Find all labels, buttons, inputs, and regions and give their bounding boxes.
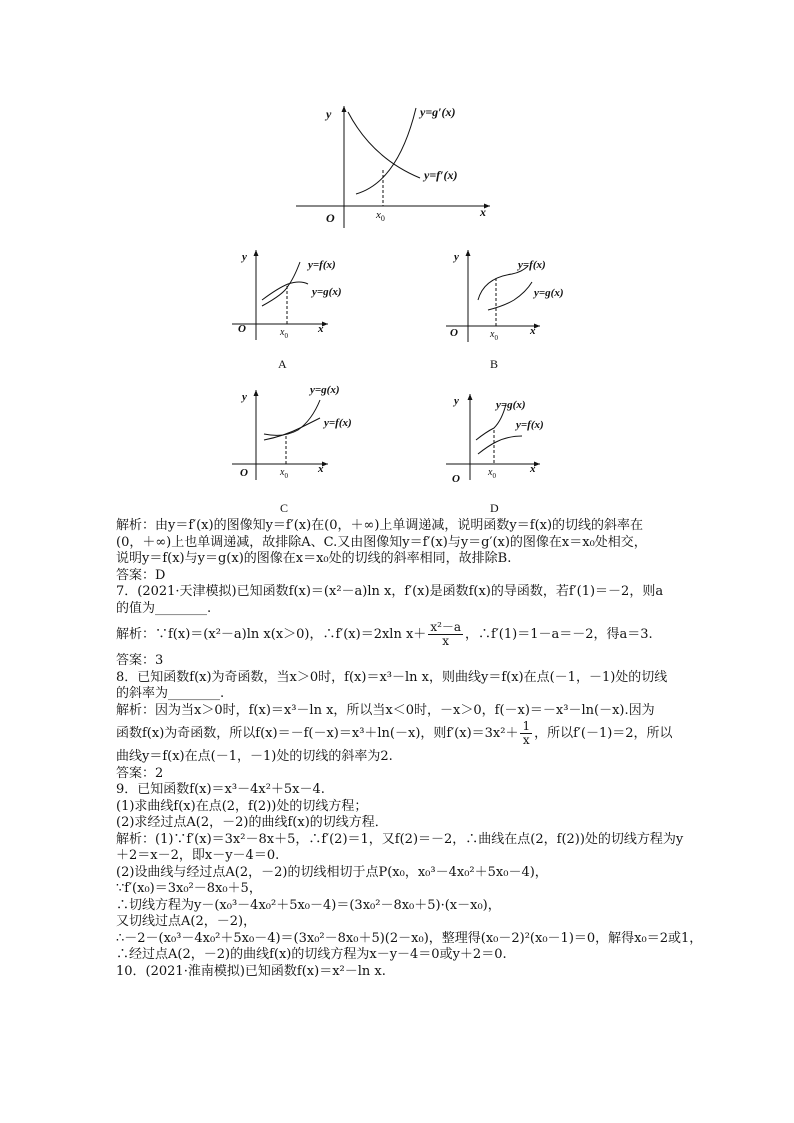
q6-answer: 答案：D [116,567,166,583]
a-y-label: y [242,251,247,263]
b-x0-label: $x_0$ [490,329,498,342]
label-g-prime: y=g′(x) [420,105,456,119]
c-curve-f [264,418,320,440]
option-b-letter: B [490,357,499,371]
curve-f-prime [348,112,420,178]
option-d-letter: D [490,501,499,515]
c-label-g: y=g(x) [310,384,340,396]
b-label-f: y=f(x) [518,259,546,271]
d-curve-f [478,436,522,454]
option-b-graph [442,244,582,372]
q7-question-line-1: 7．(2021·天津模拟)已知函数f(x)＝(x²－a)ln x，f′(x)是函数f(x)的导函数，若f′(1)＝－2，则a [116,584,664,599]
q8-question-line-2: 的斜率为________. [116,686,225,701]
option-a-letter: A [278,357,287,371]
q7-answer: 答案：3 [116,653,164,668]
q7-question-line-2: 的值为________. [116,600,212,616]
q6-solution-line-2: (0，＋∞)上也单调递减，故排除A、C.又由图像知y＝f′(x)与y＝g′(x)的图像在x＝x₀处相交， [116,534,647,550]
c-label-f: y=f(x) [324,417,352,429]
c-y-label: y [242,391,247,403]
q8-solution-line-3: 曲线y＝f(x)在点(－1，－1)处的切线的斜率为2. [116,749,393,764]
q9-solution-line-1: 解析：(1)∵f′(x)＝3x²－8x＋5，∴f′(2)＝1，又f(2)＝－2，∴曲线在点(2，f(2))处的切线方程为y [116,831,684,847]
q10-question: 10．(2021·淮南模拟)已知函数f(x)＝x²－ln x. [116,963,386,979]
q7-solution: 解析：∵f(x)＝(x²－a)ln x(x＞0)，∴f′(x)＝2xln x＋ $\frac{\text{x²－a}}{x}$ ，∴f′(1)＝1－a＝－2，得a＝3. [116,620,653,648]
main-x-label: x [480,205,486,219]
b-y-label: y [454,251,459,263]
q9-solution-line-8: ∴经过点A(2，－2)的曲线f(x)的切线方程为x－y－4＝0或y＋2＝0. [116,947,507,962]
q8-question-line-1: 8．已知函数f(x)为奇函数，当x＞0时，f(x)＝x³－ln x，则曲线y＝f(x)在点(－1，－1)处的切线 [116,669,668,685]
c-x0-label: $x_0$ [280,467,288,480]
d-label-g: y=g(x) [496,399,526,411]
option-c-letter: C [280,501,289,515]
b-label-g: y=g(x) [534,287,564,299]
q7-fraction: $\frac{\text{x²－a}}{x}$ [430,620,462,648]
q8-solution-line-2: 函数f(x)为奇函数，所以f(x)＝－f(－x)＝x³＋ln(－x)，则f′(x)＝3x²＋ $\frac{1}{x}$ ，所以f′(－1)＝2，所以 [116,719,673,747]
q6-solution-line-1: 解析：由y＝f′(x)的图像知y＝f′(x)在(0，＋∞)上单调递减，说明函数y＝f(x)的切线的斜率在 [116,518,644,533]
a-label-g: y=g(x) [312,286,342,298]
a-origin-label: O [238,323,246,335]
solution-text [116,518,703,980]
d-x0-label: $x_0$ [488,467,496,480]
d-origin-label: O [452,473,460,485]
curve-g-prime [356,108,416,194]
c-x-label: x [318,463,324,475]
main-x0-label: $x_0$ [376,209,385,223]
q8-fraction: $\frac{1}{x}$ [522,719,531,747]
q9-solution-line-4: ∵f′(x₀)＝3x₀²－8x₀＋5， [116,881,262,896]
q9-solution-line-2: ＋2＝x－2，即x－y－4＝0. [116,848,280,863]
b-curve-g [488,282,532,310]
q9-part-1: (1)求曲线f(x)在点(2，f(2))处的切线方程； [116,798,368,814]
q9-question: 9．已知函数f(x)＝x³－4x²＋5x－4. [116,782,325,797]
a-curve-f [262,262,300,306]
a-x-label: x [318,323,324,335]
q9-solution-line-3: (2)设曲线与经过点A(2，－2)的切线相切于点P(x₀，x₀³－4x₀²＋5x₀－4)， [116,864,548,880]
b-x-label: x [530,325,536,337]
q9-part-2: (2)求经过点A(2，－2)的曲线f(x)的切线方程． [116,815,388,830]
a-x0-label: $x_0$ [280,327,288,340]
main-y-label: y [326,107,332,121]
q9-solution-line-5: ∴切线方程为y－(x₀³－4x₀²＋5x₀－4)＝(3x₀²－8x₀＋5)·(x－x₀)， [116,897,501,913]
label-f-prime: y=f′(x) [424,168,458,182]
d-label-f: y=f(x) [516,419,544,431]
q9-solution-line-6: 又切线过点A(2，－2)， [116,914,257,929]
option-a-graph [228,244,368,372]
q9-solution-line-7: ∴－2－(x₀³－4x₀²＋5x₀－4)＝(3x₀²－8x₀＋5)(2－x₀)，整理得(x₀－2)²(x₀－1)＝0，解得x₀＝2或1， [116,930,703,946]
main-origin-label: O [326,211,335,225]
a-label-f: y=f(x) [308,259,336,271]
c-origin-label: O [240,467,248,479]
q8-answer: 答案：2 [116,765,164,781]
a-curve-g [262,282,308,300]
d-x-label: x [530,463,536,475]
q6-solution-line-3: 说明y＝f(x)与y＝g(x)的图像在x＝x₀处的切线的斜率相同，故排除B. [116,551,512,566]
b-origin-label: O [450,327,458,339]
q8-solution-line-1: 解析：因为当x＞0时，f(x)＝x³－ln x，所以当x＜0时，－x＞0，f(－x)＝－x³－ln(－x).因为 [116,702,655,718]
c-curve-g [264,400,320,435]
option-d-graph [442,388,582,516]
main-derivative-graph [290,100,510,230]
option-c-graph [228,380,368,516]
d-y-label: y [454,395,459,407]
